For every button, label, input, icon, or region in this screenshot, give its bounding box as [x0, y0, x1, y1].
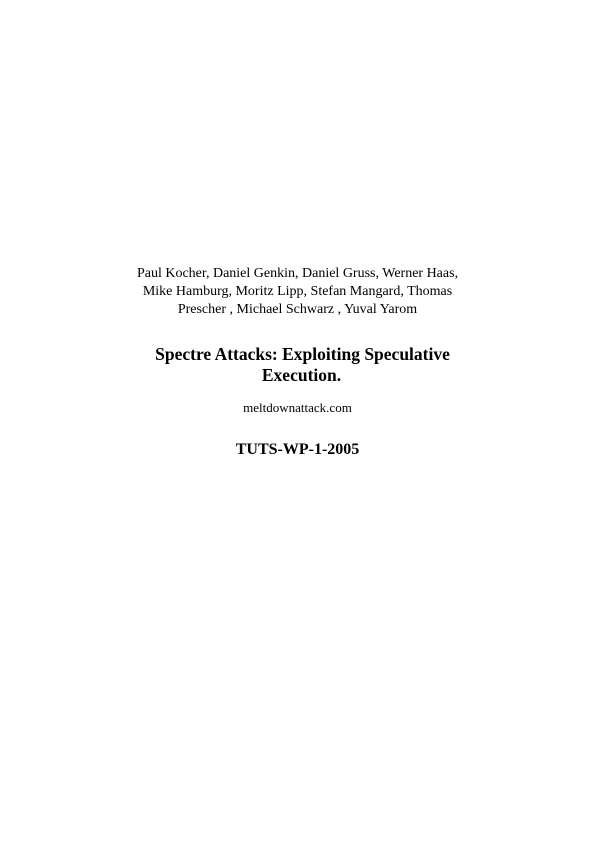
- source-site: meltdownattack.com: [243, 400, 352, 415]
- author-line: Mike Hamburg, Moritz Lipp, Stefan Mangard, Thomas: [142, 284, 453, 299]
- author-line: Paul Kocher, Daniel Genkin, Daniel Gruss, Werner Haas,: [136, 266, 459, 281]
- paper-title: [0, 344, 595, 386]
- report-id: TUTS-WP-1-2005: [235, 441, 360, 458]
- title-line: Execution.: [261, 365, 342, 385]
- author-list: [0, 265, 595, 319]
- author-line: Prescher , Michael Schwarz , Yuval Yarom: [177, 302, 418, 317]
- title-line: Spectre Attacks: Exploiting Speculative: [155, 344, 450, 364]
